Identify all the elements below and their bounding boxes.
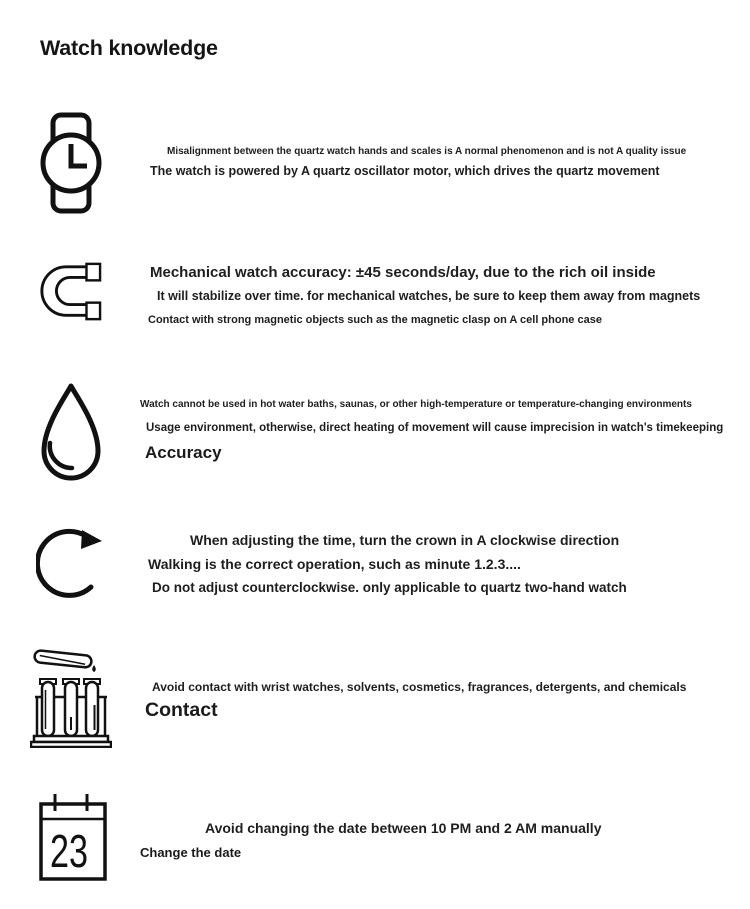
clockwise-arrow-icon — [36, 522, 108, 598]
walking-operation-note: Walking is the correct operation, such as minute 1.2.3.... — [148, 556, 521, 572]
change-date-heading: Change the date — [140, 845, 242, 860]
test-tubes-icon — [30, 645, 112, 748]
quartz-movement-note: The watch is powered by A quartz oscillator motor, which drives the quartz movement — [150, 164, 660, 178]
wristwatch-icon — [40, 112, 102, 214]
calendar-day-number: 23 — [50, 825, 88, 877]
hot-water-warning-note: Watch cannot be used in hot water baths, saunas, or other high-temperature or temperature-changing environments — [140, 399, 692, 410]
contact-heading: Contact — [145, 699, 218, 721]
magnetic-objects-note: Contact with strong magnetic objects such as the magnetic clasp on A cell phone case — [148, 314, 602, 326]
chemical-avoidance-note: Avoid contact with wrist watches, solvents, cosmetics, fragrances, detergents, and chemicals — [152, 680, 687, 694]
magnet-avoidance-note: It will stabilize over time. for mechanical watches, be sure to keep them away from magnets — [157, 289, 701, 303]
water-drop-icon — [38, 383, 104, 482]
mechanical-accuracy-note: Mechanical watch accuracy: ±45 seconds/day, due to the rich oil inside — [150, 264, 656, 281]
magnet-icon — [38, 261, 102, 323]
clockwise-adjust-note: When adjusting the time, turn the crown in A clockwise direction — [190, 532, 620, 548]
date-change-warning-note: Avoid changing the date between 10 PM and 2 AM manually — [205, 820, 602, 836]
quartz-misalignment-note: Misalignment between the quartz watch hands and scales is A normal phenomenon and is not A quality issue — [167, 146, 687, 157]
calendar-icon — [38, 792, 108, 882]
page-title: Watch knowledge — [40, 36, 218, 60]
accuracy-heading: Accuracy — [145, 443, 222, 462]
usage-environment-note: Usage environment, otherwise, direct heating of movement will cause imprecision in watch's timekeeping — [146, 422, 724, 434]
counterclockwise-warning-note: Do not adjust counterclockwise. only applicable to quartz two-hand watch — [152, 580, 627, 595]
